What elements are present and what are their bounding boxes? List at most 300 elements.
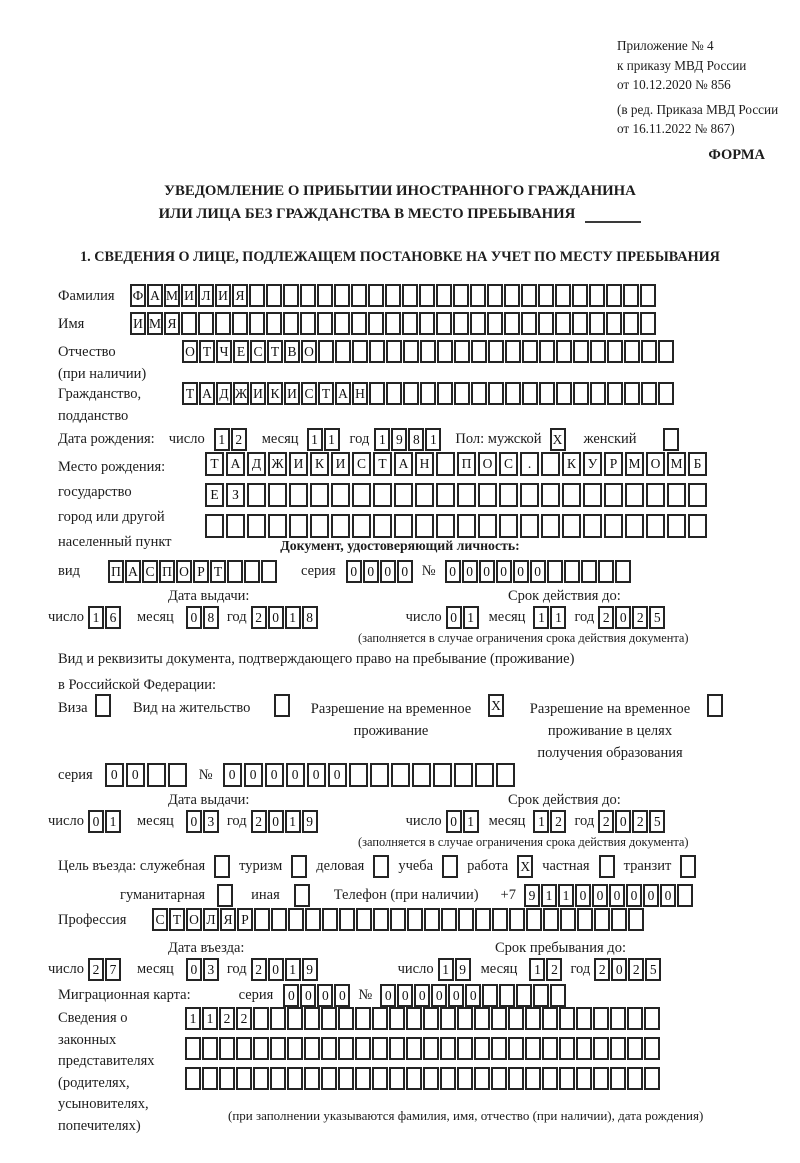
- char-box[interactable]: 2: [251, 958, 267, 981]
- char-box[interactable]: [247, 514, 266, 538]
- char-box[interactable]: 0: [611, 958, 627, 981]
- char-box[interactable]: 1: [541, 884, 557, 907]
- char-box[interactable]: [436, 284, 452, 307]
- char-box[interactable]: [457, 483, 476, 507]
- char-box[interactable]: [475, 908, 491, 931]
- char-box[interactable]: О: [176, 560, 192, 583]
- char-box[interactable]: 0: [268, 606, 284, 629]
- char-box[interactable]: [541, 452, 560, 476]
- char-box[interactable]: [560, 908, 576, 931]
- char-box[interactable]: [454, 340, 470, 363]
- birthplace-boxes-row3[interactable]: [205, 514, 707, 538]
- char-box[interactable]: [226, 514, 245, 538]
- char-box[interactable]: 0: [328, 763, 347, 787]
- char-box[interactable]: И: [215, 284, 231, 307]
- char-box[interactable]: [351, 284, 367, 307]
- iddoc-issue-day-boxes[interactable]: [88, 606, 121, 629]
- char-box[interactable]: [590, 340, 606, 363]
- char-box[interactable]: [355, 1067, 371, 1090]
- char-box[interactable]: Т: [210, 560, 226, 583]
- char-box[interactable]: 0: [397, 560, 413, 583]
- char-box[interactable]: [583, 514, 602, 538]
- char-box[interactable]: [261, 560, 277, 583]
- char-box[interactable]: 9: [302, 958, 318, 981]
- char-box[interactable]: [526, 908, 542, 931]
- char-box[interactable]: [593, 1067, 609, 1090]
- char-box[interactable]: [610, 1007, 626, 1030]
- checkbox-cell[interactable]: [373, 855, 389, 878]
- char-box[interactable]: [385, 312, 401, 335]
- char-box[interactable]: [420, 382, 436, 405]
- char-box[interactable]: [304, 1007, 320, 1030]
- char-box[interactable]: 2: [251, 606, 267, 629]
- char-box[interactable]: [508, 1037, 524, 1060]
- purpose-business-checkbox[interactable]: [373, 855, 389, 878]
- char-box[interactable]: А: [147, 284, 163, 307]
- char-box[interactable]: 0: [105, 763, 124, 787]
- char-box[interactable]: [474, 1007, 490, 1030]
- char-box[interactable]: [593, 1037, 609, 1060]
- char-box[interactable]: [283, 284, 299, 307]
- char-box[interactable]: 0: [496, 560, 512, 583]
- char-box[interactable]: 8: [302, 606, 318, 629]
- char-box[interactable]: [606, 284, 622, 307]
- char-box[interactable]: [667, 483, 686, 507]
- char-box[interactable]: 1: [185, 1007, 201, 1030]
- char-box[interactable]: [538, 284, 554, 307]
- char-box[interactable]: 2: [632, 810, 648, 833]
- char-box[interactable]: [423, 1007, 439, 1030]
- char-box[interactable]: И: [284, 382, 300, 405]
- char-box[interactable]: [219, 1037, 235, 1060]
- char-box[interactable]: [270, 1067, 286, 1090]
- char-box[interactable]: С: [250, 340, 266, 363]
- char-box[interactable]: [457, 1037, 473, 1060]
- char-box[interactable]: [370, 763, 389, 787]
- char-box[interactable]: И: [181, 284, 197, 307]
- char-box[interactable]: [491, 1007, 507, 1030]
- temp-residence-edu-checkbox[interactable]: [707, 694, 723, 717]
- migcard-series-boxes[interactable]: [283, 984, 350, 1007]
- char-box[interactable]: [352, 340, 368, 363]
- char-box[interactable]: 0: [126, 763, 145, 787]
- char-box[interactable]: О: [301, 340, 317, 363]
- char-box[interactable]: 5: [649, 606, 665, 629]
- char-box[interactable]: Н: [352, 382, 368, 405]
- char-box[interactable]: 2: [598, 810, 614, 833]
- char-box[interactable]: М: [625, 452, 644, 476]
- char-box[interactable]: [236, 1067, 252, 1090]
- char-box[interactable]: 0: [268, 958, 284, 981]
- char-box[interactable]: [321, 1037, 337, 1060]
- char-box[interactable]: 0: [448, 984, 464, 1007]
- char-box[interactable]: [219, 1067, 235, 1090]
- char-box[interactable]: 1: [550, 606, 566, 629]
- char-box[interactable]: [577, 908, 593, 931]
- char-box[interactable]: Ч: [216, 340, 232, 363]
- char-box[interactable]: [373, 514, 392, 538]
- char-box[interactable]: [304, 1037, 320, 1060]
- legal-reps-boxes-row2[interactable]: [185, 1037, 660, 1060]
- char-box[interactable]: [349, 763, 368, 787]
- char-box[interactable]: [492, 908, 508, 931]
- char-box[interactable]: [389, 1007, 405, 1030]
- char-box[interactable]: 0: [186, 810, 202, 833]
- char-box[interactable]: [542, 1037, 558, 1060]
- char-box[interactable]: 9: [524, 884, 540, 907]
- char-box[interactable]: [542, 1007, 558, 1030]
- char-box[interactable]: [270, 1037, 286, 1060]
- purpose-humanitarian-checkbox[interactable]: [217, 884, 233, 907]
- char-box[interactable]: Я: [220, 908, 236, 931]
- char-box[interactable]: [373, 483, 392, 507]
- char-box[interactable]: Я: [164, 312, 180, 335]
- char-box[interactable]: И: [250, 382, 266, 405]
- char-box[interactable]: [525, 1007, 541, 1030]
- entry-day-boxes[interactable]: [88, 958, 121, 981]
- sex-female-checkbox[interactable]: [663, 428, 679, 451]
- char-box[interactable]: [522, 382, 538, 405]
- char-box[interactable]: [412, 763, 431, 787]
- char-box[interactable]: [487, 284, 503, 307]
- char-box[interactable]: [556, 382, 572, 405]
- char-box[interactable]: Р: [604, 452, 623, 476]
- checkbox-cell[interactable]: [217, 884, 233, 907]
- char-box[interactable]: [525, 1067, 541, 1090]
- char-box[interactable]: [321, 1007, 337, 1030]
- char-box[interactable]: [604, 514, 623, 538]
- char-box[interactable]: [168, 763, 187, 787]
- checkbox-cell[interactable]: X: [488, 694, 504, 717]
- char-box[interactable]: 0: [283, 984, 299, 1007]
- char-box[interactable]: 1: [307, 428, 323, 451]
- char-box[interactable]: О: [646, 452, 665, 476]
- char-box[interactable]: [372, 1067, 388, 1090]
- iddoc-valid-month-boxes[interactable]: [533, 606, 566, 629]
- char-box[interactable]: [249, 312, 265, 335]
- char-box[interactable]: С: [499, 452, 518, 476]
- checkbox-cell[interactable]: [599, 855, 615, 878]
- char-box[interactable]: А: [335, 382, 351, 405]
- char-box[interactable]: [386, 382, 402, 405]
- char-box[interactable]: 2: [219, 1007, 235, 1030]
- char-box[interactable]: Л: [203, 908, 219, 931]
- stay-month-boxes[interactable]: [529, 958, 562, 981]
- char-box[interactable]: 0: [186, 958, 202, 981]
- char-box[interactable]: 1: [463, 810, 479, 833]
- char-box[interactable]: О: [186, 908, 202, 931]
- char-box[interactable]: [521, 284, 537, 307]
- permit-issue-year-boxes[interactable]: [251, 810, 318, 833]
- char-box[interactable]: [406, 1007, 422, 1030]
- char-box[interactable]: [505, 340, 521, 363]
- char-box[interactable]: С: [352, 452, 371, 476]
- char-box[interactable]: [415, 483, 434, 507]
- char-box[interactable]: [390, 908, 406, 931]
- temp-residence-checkbox[interactable]: [488, 694, 504, 717]
- iddoc-series-boxes[interactable]: [346, 560, 413, 583]
- char-box[interactable]: 0: [609, 884, 625, 907]
- char-box[interactable]: [373, 908, 389, 931]
- birth-year-boxes[interactable]: [374, 428, 441, 451]
- char-box[interactable]: [474, 1067, 490, 1090]
- char-box[interactable]: [318, 340, 334, 363]
- char-box[interactable]: Н: [415, 452, 434, 476]
- char-box[interactable]: [471, 340, 487, 363]
- char-box[interactable]: [287, 1037, 303, 1060]
- char-box[interactable]: [541, 483, 560, 507]
- checkbox-cell[interactable]: [214, 855, 230, 878]
- char-box[interactable]: 9: [302, 810, 318, 833]
- char-box[interactable]: 3: [203, 810, 219, 833]
- char-box[interactable]: [402, 312, 418, 335]
- char-box[interactable]: [202, 1067, 218, 1090]
- char-box[interactable]: 1: [324, 428, 340, 451]
- char-box[interactable]: [623, 312, 639, 335]
- stay-day-boxes[interactable]: [438, 958, 471, 981]
- char-box[interactable]: [641, 382, 657, 405]
- char-box[interactable]: [550, 984, 566, 1007]
- char-box[interactable]: [594, 908, 610, 931]
- char-box[interactable]: [368, 312, 384, 335]
- checkbox-cell[interactable]: [442, 855, 458, 878]
- char-box[interactable]: [403, 382, 419, 405]
- char-box[interactable]: 0: [445, 560, 461, 583]
- char-box[interactable]: К: [267, 382, 283, 405]
- char-box[interactable]: [236, 1037, 252, 1060]
- char-box[interactable]: [335, 340, 351, 363]
- char-box[interactable]: [521, 312, 537, 335]
- char-box[interactable]: [520, 514, 539, 538]
- char-box[interactable]: [389, 1037, 405, 1060]
- char-box[interactable]: [457, 1067, 473, 1090]
- char-box[interactable]: 1: [529, 958, 545, 981]
- char-box[interactable]: [559, 1067, 575, 1090]
- patronymic-boxes[interactable]: [182, 340, 674, 363]
- char-box[interactable]: [185, 1037, 201, 1060]
- char-box[interactable]: 1: [374, 428, 390, 451]
- char-box[interactable]: К: [310, 452, 329, 476]
- char-box[interactable]: 1: [438, 958, 454, 981]
- char-box[interactable]: [644, 1007, 660, 1030]
- char-box[interactable]: [356, 908, 372, 931]
- birthplace-boxes-row1[interactable]: [205, 452, 707, 476]
- char-box[interactable]: 0: [346, 560, 362, 583]
- checkbox-cell[interactable]: X: [550, 428, 566, 451]
- char-box[interactable]: 0: [244, 763, 263, 787]
- char-box[interactable]: Ф: [130, 284, 146, 307]
- char-box[interactable]: [338, 1007, 354, 1030]
- char-box[interactable]: 2: [628, 958, 644, 981]
- char-box[interactable]: 2: [88, 958, 104, 981]
- char-box[interactable]: [538, 312, 554, 335]
- char-box[interactable]: [627, 1007, 643, 1030]
- char-box[interactable]: Я: [232, 284, 248, 307]
- char-box[interactable]: Д: [216, 382, 232, 405]
- char-box[interactable]: [509, 908, 525, 931]
- char-box[interactable]: [607, 382, 623, 405]
- migcard-number-boxes[interactable]: [380, 984, 566, 1007]
- char-box[interactable]: [215, 312, 231, 335]
- char-box[interactable]: [496, 763, 515, 787]
- char-box[interactable]: [287, 1067, 303, 1090]
- char-box[interactable]: [352, 514, 371, 538]
- checkbox-cell[interactable]: [274, 694, 290, 717]
- birthplace-boxes-row2[interactable]: [205, 483, 707, 507]
- char-box[interactable]: [372, 1037, 388, 1060]
- char-box[interactable]: [583, 483, 602, 507]
- char-box[interactable]: Е: [233, 340, 249, 363]
- char-box[interactable]: [499, 984, 515, 1007]
- char-box[interactable]: 0: [268, 810, 284, 833]
- char-box[interactable]: [628, 908, 644, 931]
- char-box[interactable]: К: [562, 452, 581, 476]
- char-box[interactable]: 0: [223, 763, 242, 787]
- char-box[interactable]: [641, 340, 657, 363]
- char-box[interactable]: 8: [203, 606, 219, 629]
- iddoc-valid-year-boxes[interactable]: [598, 606, 665, 629]
- char-box[interactable]: 1: [202, 1007, 218, 1030]
- char-box[interactable]: [624, 340, 640, 363]
- firstname-boxes[interactable]: [130, 312, 656, 335]
- iddoc-valid-day-boxes[interactable]: [446, 606, 479, 629]
- char-box[interactable]: [688, 483, 707, 507]
- char-box[interactable]: 0: [513, 560, 529, 583]
- char-box[interactable]: А: [226, 452, 245, 476]
- char-box[interactable]: 0: [265, 763, 284, 787]
- char-box[interactable]: [266, 312, 282, 335]
- char-box[interactable]: [433, 763, 452, 787]
- char-box[interactable]: 1: [425, 428, 441, 451]
- char-box[interactable]: [525, 1037, 541, 1060]
- char-box[interactable]: У: [583, 452, 602, 476]
- char-box[interactable]: [491, 1067, 507, 1090]
- char-box[interactable]: [504, 284, 520, 307]
- char-box[interactable]: [667, 514, 686, 538]
- char-box[interactable]: [436, 514, 455, 538]
- char-box[interactable]: [606, 312, 622, 335]
- char-box[interactable]: [488, 340, 504, 363]
- char-box[interactable]: 5: [645, 958, 661, 981]
- char-box[interactable]: Е: [205, 483, 224, 507]
- char-box[interactable]: [453, 312, 469, 335]
- char-box[interactable]: [539, 340, 555, 363]
- residence-permit-checkbox[interactable]: [274, 694, 290, 717]
- iddoc-issue-month-boxes[interactable]: [186, 606, 219, 629]
- char-box[interactable]: [640, 312, 656, 335]
- char-box[interactable]: Д: [247, 452, 266, 476]
- purpose-transit-checkbox[interactable]: [680, 855, 696, 878]
- char-box[interactable]: [407, 908, 423, 931]
- permit-series-boxes[interactable]: [105, 763, 187, 787]
- char-box[interactable]: Т: [169, 908, 185, 931]
- char-box[interactable]: [185, 1067, 201, 1090]
- checkbox-cell[interactable]: [294, 884, 310, 907]
- permit-issue-day-boxes[interactable]: [88, 810, 121, 833]
- char-box[interactable]: [487, 312, 503, 335]
- purpose-work-checkbox[interactable]: [517, 855, 533, 878]
- char-box[interactable]: Р: [237, 908, 253, 931]
- surname-boxes[interactable]: [130, 284, 656, 307]
- char-box[interactable]: [424, 908, 440, 931]
- char-box[interactable]: А: [125, 560, 141, 583]
- char-box[interactable]: [625, 483, 644, 507]
- char-box[interactable]: [334, 284, 350, 307]
- char-box[interactable]: [420, 340, 436, 363]
- char-box[interactable]: 3: [203, 958, 219, 981]
- purpose-study-checkbox[interactable]: [442, 855, 458, 878]
- char-box[interactable]: [576, 1067, 592, 1090]
- char-box[interactable]: [539, 382, 555, 405]
- char-box[interactable]: [573, 382, 589, 405]
- char-box[interactable]: [457, 1007, 473, 1030]
- char-box[interactable]: 0: [317, 984, 333, 1007]
- char-box[interactable]: С: [142, 560, 158, 583]
- char-box[interactable]: [270, 1007, 286, 1030]
- char-box[interactable]: [436, 452, 455, 476]
- char-box[interactable]: 5: [649, 810, 665, 833]
- char-box[interactable]: [646, 514, 665, 538]
- char-box[interactable]: [355, 1007, 371, 1030]
- phone-boxes[interactable]: [524, 884, 693, 907]
- char-box[interactable]: [556, 340, 572, 363]
- char-box[interactable]: 2: [231, 428, 247, 451]
- char-box[interactable]: [615, 560, 631, 583]
- char-box[interactable]: [499, 483, 518, 507]
- char-box[interactable]: [338, 1037, 354, 1060]
- char-box[interactable]: 0: [575, 884, 591, 907]
- char-box[interactable]: [471, 382, 487, 405]
- char-box[interactable]: 0: [479, 560, 495, 583]
- char-box[interactable]: .: [520, 452, 539, 476]
- char-box[interactable]: [440, 1067, 456, 1090]
- char-box[interactable]: [394, 483, 413, 507]
- iddoc-issue-year-boxes[interactable]: [251, 606, 318, 629]
- char-box[interactable]: 2: [598, 606, 614, 629]
- char-box[interactable]: [598, 560, 614, 583]
- char-box[interactable]: [334, 312, 350, 335]
- char-box[interactable]: 0: [286, 763, 305, 787]
- char-box[interactable]: И: [331, 452, 350, 476]
- char-box[interactable]: [454, 382, 470, 405]
- char-box[interactable]: Т: [182, 382, 198, 405]
- char-box[interactable]: 0: [334, 984, 350, 1007]
- char-box[interactable]: [576, 1007, 592, 1030]
- char-box[interactable]: [458, 908, 474, 931]
- char-box[interactable]: 2: [632, 606, 648, 629]
- char-box[interactable]: М: [164, 284, 180, 307]
- char-box[interactable]: [611, 908, 627, 931]
- char-box[interactable]: [440, 1007, 456, 1030]
- char-box[interactable]: [266, 284, 282, 307]
- char-box[interactable]: 2: [251, 810, 267, 833]
- char-box[interactable]: [300, 312, 316, 335]
- char-box[interactable]: [590, 382, 606, 405]
- char-box[interactable]: [541, 514, 560, 538]
- char-box[interactable]: Б: [688, 452, 707, 476]
- char-box[interactable]: [543, 908, 559, 931]
- char-box[interactable]: З: [226, 483, 245, 507]
- char-box[interactable]: [646, 483, 665, 507]
- checkbox-cell[interactable]: [95, 694, 111, 717]
- char-box[interactable]: [268, 514, 287, 538]
- char-box[interactable]: [559, 1037, 575, 1060]
- char-box[interactable]: [576, 1037, 592, 1060]
- purpose-official-checkbox[interactable]: [214, 855, 230, 878]
- char-box[interactable]: [300, 284, 316, 307]
- char-box[interactable]: [423, 1037, 439, 1060]
- char-box[interactable]: М: [667, 452, 686, 476]
